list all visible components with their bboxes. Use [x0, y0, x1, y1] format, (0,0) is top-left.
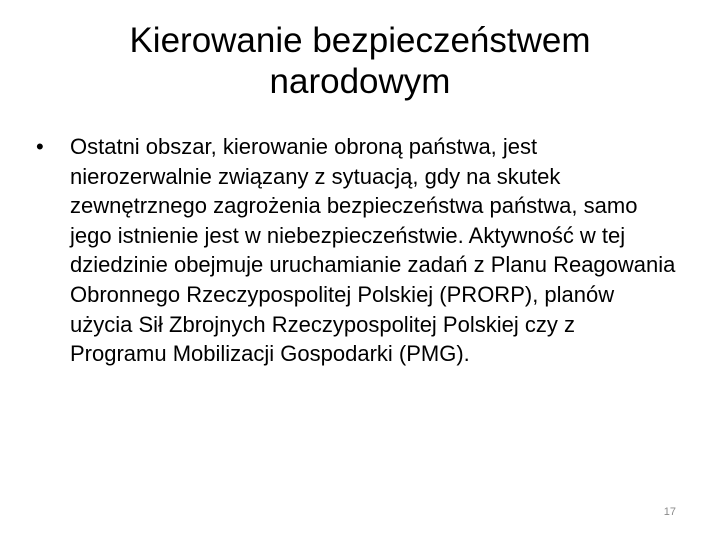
slide-title: [60, 20, 660, 102]
slide-number: 17: [663, 506, 676, 518]
bullet-item: [36, 132, 676, 369]
slide-title-line-2: narodowym: [269, 62, 451, 101]
bullet-list: [36, 132, 676, 369]
bullet-text: Ostatni obszar, kierowanie obroną państwa, jest nierozerwalnie związany z sytuacją, gdy na skutek zewnętrznego zagrożenia bezpieczeństwa państwa, samo jego istnienie jest w niebezpieczeństwie. Aktywność w tej dziedzinie obejmuje uruchamianie zadań z Planu Reagowania Obronnego Rzeczypospolitej Polskiej (PRORP), planów użycia Sił Zbrojnych Rzeczypospolitej Polskiej czy z Programu Mobilizacji Gospodarki (PMG).: [70, 134, 676, 367]
bullet-marker: •: [36, 134, 44, 159]
slide-title-line-1: Kierowanie bezpieczeństwem: [129, 21, 591, 60]
